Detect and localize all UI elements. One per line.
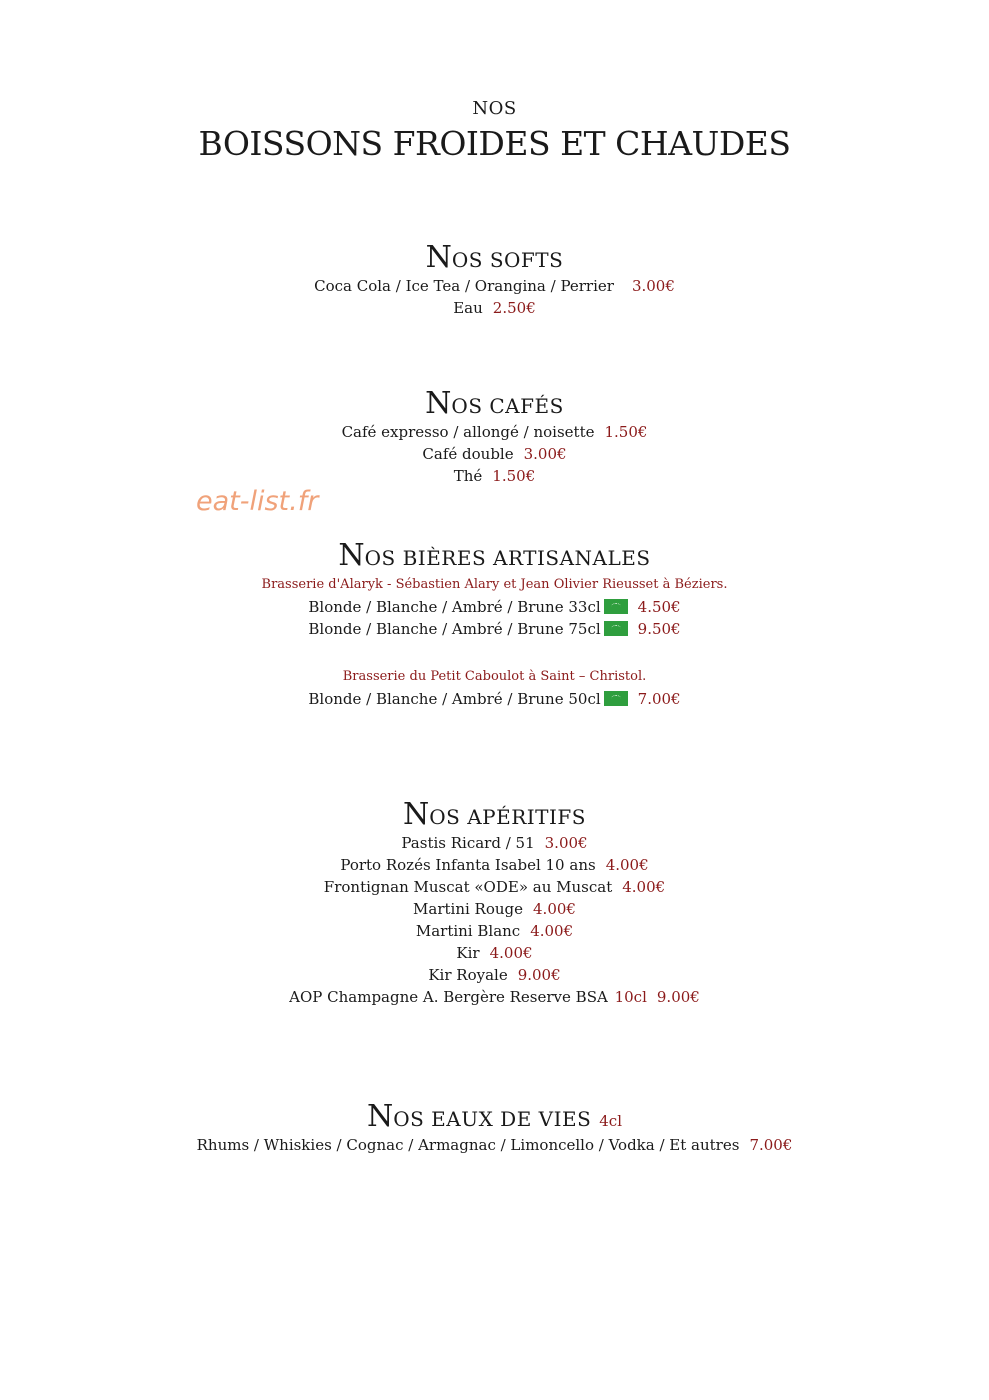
price: 4.00€ (622, 878, 666, 896)
price: 7.00€ (749, 1136, 793, 1154)
price: 4.50€ (637, 598, 681, 616)
section-aperitifs (0, 797, 989, 1008)
brewery-name: Brasserie d'Alaryk - Sébastien Alary et Jean Olivier Rieusset à Béziers. (261, 577, 728, 592)
list-item: Blonde / Blanche / Ambré / Brune 50cl 7.00€ (308, 690, 681, 708)
price: 2.50€ (492, 299, 536, 317)
list-item: Coca Cola / Ice Tea / Orangina / Perrier 3.00€ (314, 277, 675, 295)
list-item: Martini Rouge 4.00€ (413, 900, 576, 918)
list-item: Kir Royale 9.00€ (428, 966, 561, 984)
list-item: Café double 3.00€ (422, 445, 567, 463)
price: 7.00€ (637, 690, 681, 708)
list-item: Porto Rozés Infanta Isabel 10 ans 4.00€ (340, 856, 649, 874)
price: 4.00€ (530, 922, 574, 940)
list-item: Blonde / Blanche / Ambré / Brune 75cl 9.50€ (308, 620, 681, 638)
price: 4.00€ (533, 900, 576, 918)
watermark: eat-list.fr (196, 486, 319, 517)
header-kicker: NOS (472, 98, 517, 119)
price: 3.00€ (523, 445, 567, 463)
page-title: BOISSONS FROIDES ET CHAUDES (198, 124, 791, 163)
section-title-aperitifs: NOS APÉRITIFS (403, 797, 586, 832)
price: 9.50€ (637, 620, 681, 638)
list-item: Pastis Ricard / 51 3.00€ (401, 834, 588, 852)
unit: 10cl (614, 988, 647, 1006)
section-title-bieres: NOS BIÈRES ARTISANALES (338, 538, 651, 573)
unit: 4cl (599, 1112, 623, 1130)
organic-label-icon (604, 599, 628, 614)
section-eaux-de-vie (0, 1099, 989, 1156)
section-cafes (0, 386, 989, 487)
section-title-softs: NOS SOFTS (425, 240, 564, 275)
list-item: Thé 1.50€ (453, 467, 536, 485)
price: 9.00€ (656, 988, 700, 1006)
section-softs (0, 240, 989, 319)
organic-label-icon (604, 621, 628, 636)
section-title-cafes: NOS CAFÉS (425, 386, 564, 421)
price: 9.00€ (517, 966, 561, 984)
brewery-name: Brasserie du Petit Caboulot à Saint – Christol. (342, 669, 647, 684)
list-item: Martini Blanc 4.00€ (415, 922, 574, 940)
price: 3.00€ (544, 834, 588, 852)
list-item: AOP Champagne A. Bergère Reserve BSA 10cl 9.00€ (289, 988, 700, 1006)
list-item: Kir 4.00€ (456, 944, 533, 962)
list-item: Blonde / Blanche / Ambré / Brune 33cl 4.50€ (308, 598, 681, 616)
section-title-eaux-de-vie: NOS EAUX DE VIES 4cl (366, 1099, 623, 1134)
price: 4.00€ (605, 856, 649, 874)
organic-label-icon (604, 691, 628, 706)
list-item: Eau 2.50€ (453, 299, 536, 317)
list-item: Rhums / Whiskies / Cognac / Armagnac / Limoncello / Vodka / Et autres 7.00€ (196, 1136, 793, 1154)
price: 3.00€ (631, 277, 675, 295)
list-item: Café expresso / allongé / noisette 1.50€ (341, 423, 648, 441)
price: 4.00€ (489, 944, 533, 962)
price: 1.50€ (604, 423, 648, 441)
section-bieres (0, 538, 989, 710)
price: 1.50€ (492, 467, 536, 485)
list-item: Frontignan Muscat «ODE» au Muscat 4.00€ (323, 878, 666, 896)
